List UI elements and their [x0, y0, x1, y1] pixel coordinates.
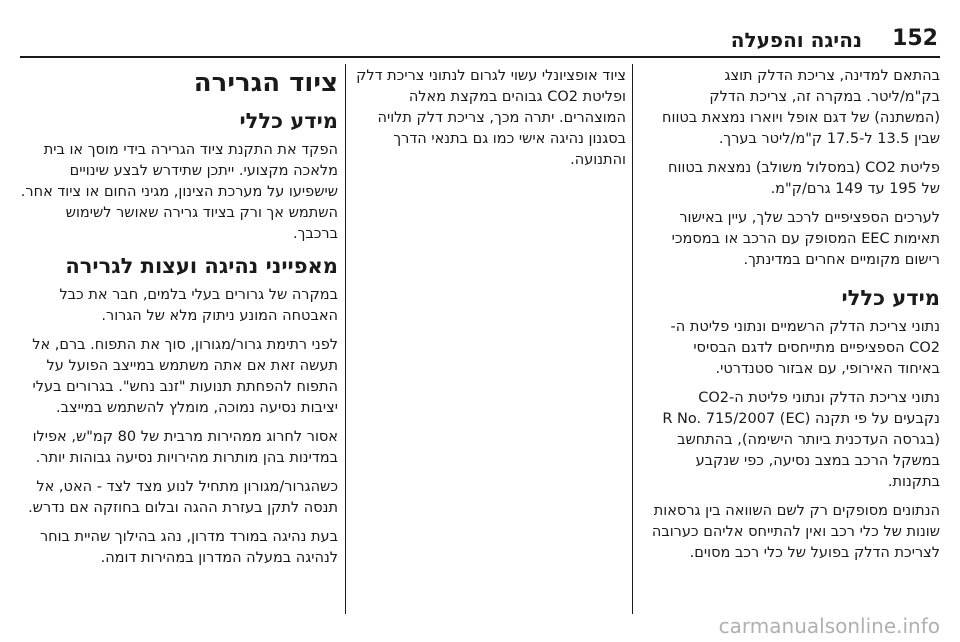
paragraph: הפקד את התקנת ציוד הגרירה בידי מוסך או בית מלאכה מקצועי. ייתכן שתידרש לבצע שינויים שישפיעו על מערכת הצינון, מגיני החום או ציוד אחר. השתמש אך ורק בציוד גרירה שאושר לשימוש ברכבך. [20, 142, 338, 242]
paragraph: אסור לחרוג ממהירות מרבית של 80 קמ"ש, אפילו במדינות בהן מותרות מהירויות נסיעה גבוהות יותר. [32, 429, 338, 466]
watermark: carmanualsonline.info [718, 614, 940, 638]
section-heading-towing: ציוד הגרירה [193, 68, 338, 98]
column-divider [632, 64, 633, 614]
paragraph: נתוני צריכת הדלק הרשמיים ונתוני פליטת ה-CO2 הספציפיים מתייחסים לדגם הבסיסי באיחוד האירופי, עם אבזור סטנדרטי. [670, 319, 940, 377]
sub-heading-general-info: מידע כללי [239, 109, 338, 133]
paragraph: ציוד אופציונלי עשוי לגרום לנתוני צריכת דלק ופליטת CO2 גבוהים במקצת מאלה המוצהרים. יתרה מכך, צריכת דלק תלויה בסגנון נהיגה אישי כמו גם בתנאי הדרך והתנועה. [356, 68, 626, 168]
column-divider [345, 64, 346, 614]
paragraph: כשהגרור/מגורון מתחיל לנוע מצד לצד - האט, אל תנסה לתקן בעזרת ההגה ובלום בחוזקה אם נדרש. [28, 479, 338, 516]
paragraph: לערכים הספציפיים לרכב שלך, עיין באישור תאימות EEC המסופק עם הרכב או במסמכי רישום מקומיים אחרים במדינתך. [671, 210, 940, 268]
column-left [20, 66, 338, 577]
sub-heading-driving-tips: מאפייני נהיגה ועצות לגרירה [65, 254, 338, 278]
paragraph: הנתונים מסופקים רק לשם השוואה בין גרסאות שונות של כלי רכב ואין להתייחס אליהם כערובה לצריכת הדלק בפועל של כלי רכב מסוים. [651, 503, 940, 561]
paragraph: בעת נהיגה במורד מדרון, נהג בהילוך שהיית בוחר לנהיגה במעלה המדרון במהירות דומה. [39, 529, 338, 566]
page-number: 152 [892, 26, 938, 51]
header-divider [20, 56, 940, 58]
paragraph: בהתאם למדינה, צריכת הדלק תוצג בק"מ/ליטר. במקרה זה, צריכת הדלק (המשתנה) של דגם אופל ויוארו נמצאת בטווח שבין 13.5 ל-17.5 ק"מ/ליטר בערך. [662, 68, 940, 147]
paragraph: נתוני צריכת הדלק ונתוני פליטת ה-CO2 נקבעים על פי תקנה (EC) R No. 715/2007 (בגרסה העדכנית ביותר הישימה), בהתחשב במשקל הרכב במצב נסיעה, כפי שנקבע בתקנות. [662, 390, 940, 490]
paragraph: לפני רתימת גרור/מגורון, סוך את התפוח. ברם, אל תעשה זאת אם אתה משתמש במייצב הפועל על התפוח להפחתת תנועות "זנב נחש". בגרורים בעלי יציבות נסיעה נמוכה, מומלץ להשתמש במייצב. [32, 337, 338, 416]
paragraph: פליטת CO2 (במסלול משולב) נמצאת בטווח של 195 עד 149 גרם/ק"מ. [667, 160, 940, 197]
sub-heading-general-info: מידע כללי [841, 286, 940, 310]
paragraph: במקרה של גרורים בעלי בלמים, חבר את כבל האבטחה המונע ניתוק מלא של הגרור. [59, 287, 338, 324]
column-right [650, 66, 940, 572]
column-middle [341, 66, 626, 179]
running-title: נהיגה והפעלה [730, 28, 862, 52]
